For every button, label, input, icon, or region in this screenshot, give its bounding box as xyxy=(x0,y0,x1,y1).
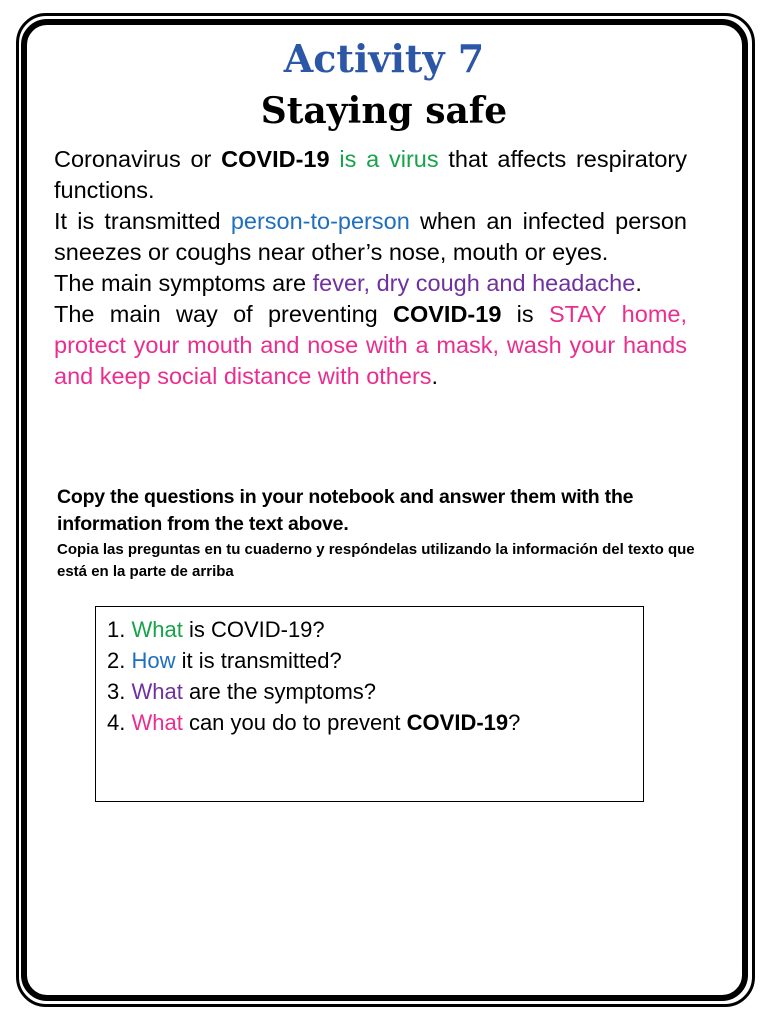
question-number: 1. xyxy=(107,617,132,642)
question-word: What xyxy=(131,679,183,704)
text-span: The main symptoms are xyxy=(54,270,313,296)
question-number: 3. xyxy=(107,679,132,704)
instructions-english: Copy the questions in your notebook and answer them with the information from the text above. xyxy=(57,486,634,535)
reading-text xyxy=(54,144,687,392)
question-text: is COVID-19? xyxy=(182,617,325,642)
transmission-highlight: person-to-person xyxy=(230,208,410,234)
question-number: 2. xyxy=(107,648,132,673)
instructions-spanish: Copia las preguntas en tu cuaderno y respóndelas utilizando la información del texto que está en la parte de arriba xyxy=(57,541,695,580)
question-text: can you do to prevent xyxy=(182,710,407,735)
question-item xyxy=(107,707,637,738)
question-item xyxy=(107,645,637,676)
covid-term: COVID-19 xyxy=(221,146,330,172)
question-text: it is transmitted? xyxy=(175,648,342,673)
activity-title: Activity 7 xyxy=(283,36,485,81)
text-span: is xyxy=(501,301,549,327)
question-item xyxy=(107,614,637,645)
question-word: How xyxy=(131,648,176,673)
covid-term: COVID-19 xyxy=(393,301,502,327)
paragraph-transmission xyxy=(54,206,687,268)
paragraph-definition xyxy=(54,144,687,206)
question-word: What xyxy=(131,710,183,735)
text-span: Coronavirus or xyxy=(54,146,222,172)
paragraph-prevention xyxy=(54,299,687,392)
questions-list xyxy=(107,614,637,738)
page-subtitle: Staying safe xyxy=(260,90,508,132)
question-item xyxy=(107,676,637,707)
text-span: It is transmitted xyxy=(54,208,231,234)
covid-term: COVID-19 xyxy=(406,710,509,735)
prevention-highlight: STAY home, protect your mouth and nose with a mask, wash your hands and keep social distance with others xyxy=(54,301,688,389)
text-span: when an infected person sneezes or coughs near other’s nose, mouth or eyes. xyxy=(54,208,687,265)
text-span: that affects respiratory functions. xyxy=(54,146,687,203)
question-text: are the symptoms? xyxy=(182,679,377,704)
text-span: . xyxy=(635,270,642,296)
text-span: The main way of preventing xyxy=(54,301,393,327)
text-span xyxy=(330,146,340,172)
question-text: ? xyxy=(508,710,521,735)
question-word: What xyxy=(131,617,183,642)
symptoms-highlight: fever, dry cough and headache xyxy=(312,270,636,296)
question-number: 4. xyxy=(107,710,132,735)
text-span: . xyxy=(431,363,439,389)
paragraph-symptoms xyxy=(54,268,687,299)
virus-highlight: is a virus xyxy=(339,146,439,172)
